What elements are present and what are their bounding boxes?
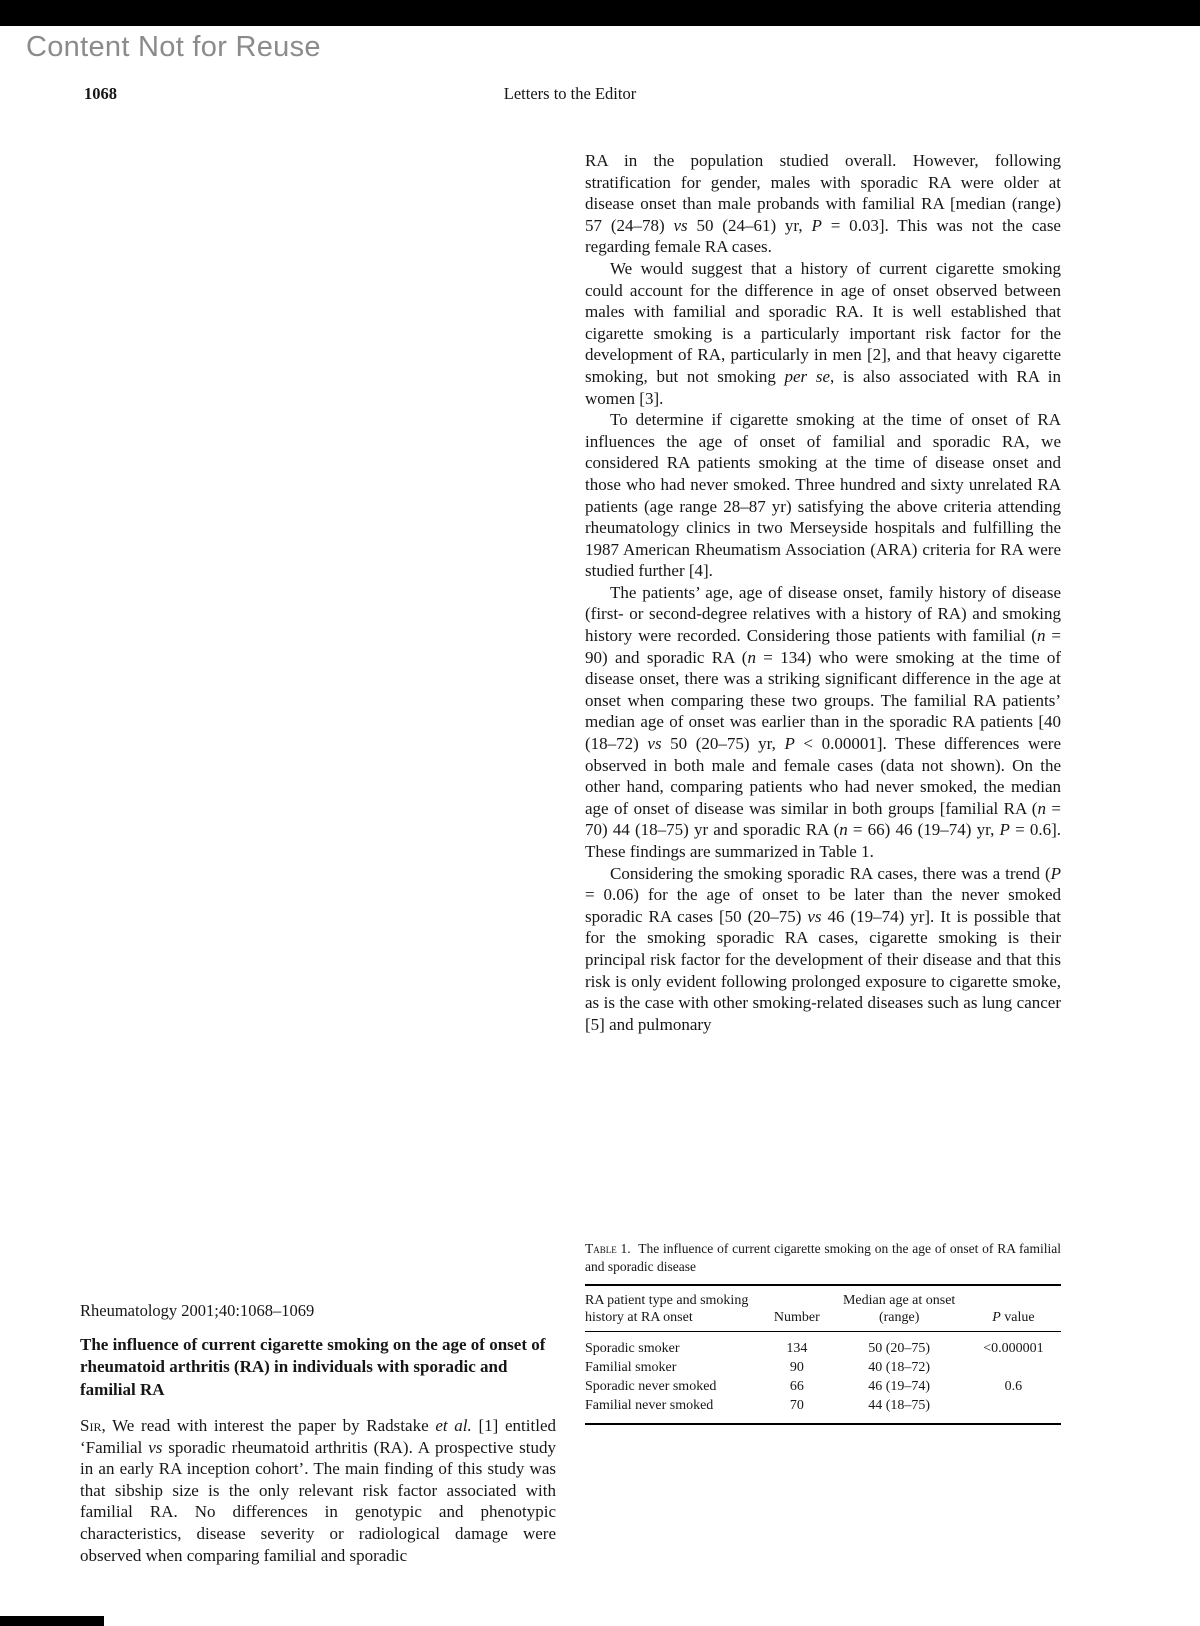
table-row: [585, 1332, 1061, 1359]
page-number: 1068: [84, 84, 117, 103]
cell-p-value: <0.000001: [983, 1341, 1044, 1356]
cell-number: 134: [786, 1341, 808, 1356]
cell-p-value: 0.6: [1004, 1379, 1023, 1394]
table-grid: [585, 1284, 1061, 1425]
cell-patient-type: Sporadic never smoked: [585, 1379, 717, 1394]
body-paragraph: To determine if cigarette smoking at the time of onset of RA influences the age of onset of familial and sporadic RA, we considered RA patients smoking at the time of disease onset and those who had never smoked. Three hundred and sixty unrelated RA patients (age range 28–87 yr) satisfying the above criteria attending rheumatology clinics in two Merseyside hospitals and fulfilling the 1987 American Rheumatism Association (ARA) criteria for RA were studied further [4].: [585, 410, 1061, 581]
col-header-number: Number: [773, 1309, 820, 1325]
cell-number: 90: [789, 1360, 804, 1375]
table-caption: Table 1. The influence of current cigarette smoking on the age of onset of RA familial and sporadic disease: [585, 1241, 1061, 1274]
table-1: [585, 1240, 1061, 1425]
cell-number: 66: [789, 1379, 804, 1394]
body-paragraph: RA in the population studied overall. However, following stratification for gender, males with sporadic RA were older at disease onset than male probands with familial RA [median (range) 57 (24–78) vs 50 (24–61) yr, P = 0.03]. This was not the case regarding female RA cases.: [585, 151, 1061, 257]
cell-median-age: 44 (18–75): [868, 1398, 931, 1413]
col-header-p-value: P value: [992, 1309, 1035, 1325]
cell-number: 70: [789, 1398, 804, 1413]
cell-median-age: 46 (19–74): [868, 1379, 931, 1394]
cell-median-age: 40 (18–72): [868, 1360, 931, 1375]
col-header-median-age: Median age at onset (range): [842, 1293, 956, 1325]
table-row: [585, 1358, 1061, 1377]
cell-patient-type: Familial never smoked: [585, 1398, 714, 1413]
cell-median-age: 50 (20–75): [868, 1341, 931, 1356]
journal-citation: Rheumatology 2001;40:1068–1069: [80, 1301, 315, 1320]
body-paragraph: The patients’ age, age of disease onset, family history of disease (first- or second-degree relatives with a history of RA) and smoking history were recorded. Considering those patients with familial (n = 90) and sporadic RA (n = 134) who were smoking at the time of disease onset, there was a striking significant difference in the age at onset when comparing these two groups. The familial RA patients’ median age of onset was earlier than in the sporadic RA patients [40 (18–72) vs 50 (20–75) yr, P < 0.00001]. These differences were observed in both male and female cases (data not shown). On the other hand, comparing patients who had never smoked, the median age of onset of disease was similar in both groups [familial RA (n = 70) 44 (18–75) yr and sporadic RA (n = 66) 46 (19–74) yr, P = 0.6]. These findings are summarized in Table 1.: [585, 582, 1061, 861]
cell-patient-type: Sporadic smoker: [585, 1341, 680, 1356]
right-column: [585, 150, 1061, 1240]
cell-p-value: [966, 1396, 1061, 1424]
watermark-banner: Content Not for Reuse: [26, 31, 321, 63]
table-row: [585, 1377, 1061, 1396]
letter-title: The influence of current cigarette smoking on the age of onset of rheumatoid arthritis (RA) in individuals with sporadic and familial RA: [80, 1334, 546, 1399]
top-bar: [0, 0, 1200, 26]
body-paragraph: Considering the smoking sporadic RA cases, there was a trend (P = 0.06) for the age of onset to be later than the never smoked sporadic RA cases [50 (20–75) vs 46 (19–74) yr]. It is possible that for the smoking sporadic RA cases, cigarette smoking is their principal risk factor for the development of their disease and that this risk is only evident following prolonged exposure to cigarette smoke, as is the case with other smoking-related diseases such as lung cancer [5] and pulmonary: [585, 863, 1061, 1034]
cell-p-value: [966, 1358, 1061, 1377]
body-paragraph: We would suggest that a history of current cigarette smoking could account for the difference in age of onset observed between males with familial and sporadic RA. It is well established that cigarette smoking is a particularly important risk factor for the development of RA, particularly in men [2], and that heavy cigarette smoking, but not smoking per se, is also associated with RA in women [3].: [585, 258, 1061, 408]
body-paragraph: Sir, We read with interest the paper by Radstake et al. [1] entitled ‘Familial vs sporadic rheumatoid arthritis (RA). A prospective study in an early RA inception cohort’. The main finding of this study was that sibship size is the only relevant risk factor associated with familial RA. No differences in genotypic and phenotypic characteristics, disease severity or radiological damage were observed when comparing familial and sporadic: [80, 1416, 556, 1565]
bottom-bar: [0, 1616, 104, 1626]
col-header-patient-type: RA patient type and smoking history at RA onset: [585, 1293, 749, 1325]
table-row: [585, 1396, 1061, 1424]
left-column: [80, 1300, 556, 1566]
table-header-row: [585, 1285, 1061, 1332]
cell-patient-type: Familial smoker: [585, 1360, 677, 1375]
running-head: Letters to the Editor: [503, 84, 637, 103]
